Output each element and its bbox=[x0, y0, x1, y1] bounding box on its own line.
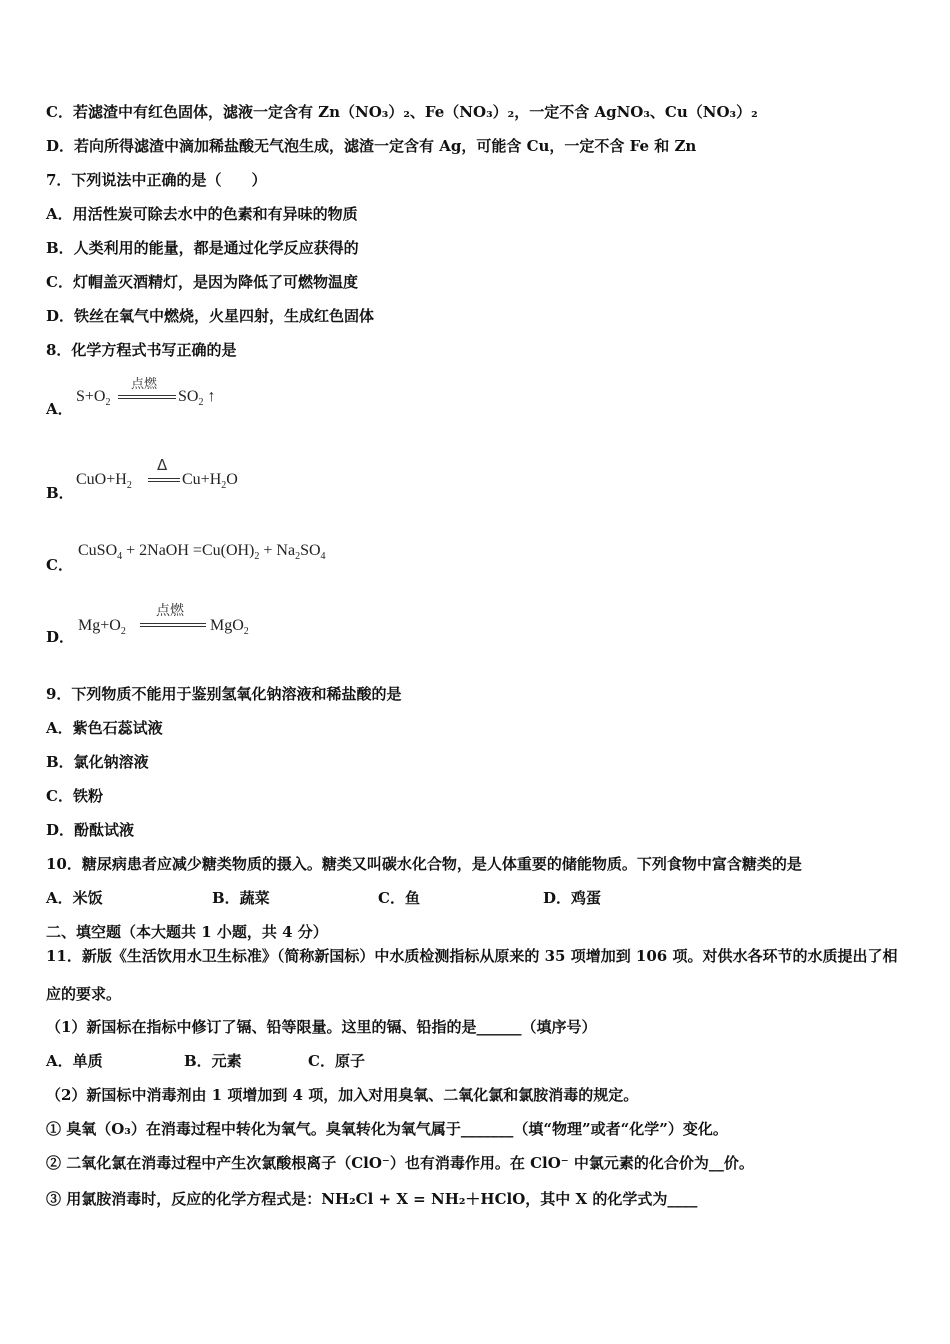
q8-condition-a: 点燃 bbox=[131, 377, 158, 392]
q11-stem: 11．新版《生活饮用水卫生标准》（简称新国标）中水质检测指标从原来的 35 项增加到 106 项。对供水各环节的水质提出了相应的要求。 bbox=[46, 947, 898, 1003]
q10-option-b: B．蔬菜 bbox=[212, 889, 270, 907]
q11-item-2: ② 二氧化氯在消毒过程中产生次氯酸根离子（ClO⁻）也有消毒作用。在 ClO⁻ 中氯元素的化合价为__价。 bbox=[46, 1154, 754, 1172]
q10-option-c: C．鱼 bbox=[378, 889, 420, 907]
q8-equation-d: $Mg+O_2$ bbox=[78, 617, 126, 638]
q7-option-c: C．灯帽盖灭酒精灯，是因为降低了可燃物温度 bbox=[46, 273, 358, 291]
q8-label-a: A． bbox=[46, 400, 73, 418]
q7-stem: 7．下列说法中正确的是（ ） bbox=[46, 171, 267, 189]
q8-label-c: C． bbox=[46, 556, 73, 574]
q7-option-d: D．铁丝在氧气中燃烧，火星四射，生成红色固体 bbox=[46, 307, 375, 325]
q6-option-d: D．若向所得滤渣中滴加稀盐酸无气泡生成，滤渣一定含有 Ag，可能含 Cu，一定不含 Fe 和 Zn bbox=[46, 137, 697, 155]
q9-stem: 9．下列物质不能用于鉴别氢氧化钠溶液和稀盐酸的是 bbox=[46, 685, 402, 703]
q10-option-d: D．鸡蛋 bbox=[543, 889, 602, 907]
q8-equation-a: $S+O_2$ bbox=[76, 388, 111, 409]
q8-condition-b: Δ bbox=[157, 456, 168, 474]
section-heading: 二、填空题（本大题共 1 小题，共 4 分） bbox=[46, 923, 328, 941]
q11-part1-option-c: C．原子 bbox=[308, 1052, 365, 1070]
q11-item-3: ③ 用氯胺消毒时，反应的化学方程式是：NH₂Cl + X = NH₂＋HClO，其中 X 的化学式为____ bbox=[46, 1190, 698, 1208]
q7-option-b: B．人类利用的能量，都是通过化学反应获得的 bbox=[46, 239, 359, 257]
q9-option-b: B．氯化钠溶液 bbox=[46, 753, 149, 771]
q11-item-1: ① 臭氧（O₃）在消毒过程中转化为氧气。臭氧转化为氧气属于_______（填“物理”或者“化学”）变化。 bbox=[46, 1120, 728, 1138]
q8-product-b: $Cu+H_2O$ bbox=[182, 471, 238, 492]
q8-stem: 8．化学方程式书写正确的是 bbox=[46, 341, 237, 359]
q8-arrow-b bbox=[148, 478, 180, 482]
q9-option-a: A．紫色石蕊试液 bbox=[46, 719, 163, 737]
q10-stem: 10．糖尿病患者应减少糖类物质的摄入。糖类又叫碳水化合物，是人体重要的储能物质。下列食物中富含糖类的是 bbox=[46, 855, 802, 873]
q11-part1-option-a: A．单质 bbox=[46, 1052, 103, 1070]
q8-equation-c: CuSO$_4$ + 2NaOH $=Cu(OH)_2 + Na_2SO_4$ bbox=[78, 542, 326, 563]
q8-label-b: B． bbox=[46, 484, 74, 502]
q8-equation-b: $CuO+H_2$ bbox=[76, 471, 132, 492]
q11-part1-option-b: B．元素 bbox=[184, 1052, 242, 1070]
q8-label-d: D． bbox=[46, 628, 75, 646]
q11-part1: （1）新国标在指标中修订了镉、铅等限量。这里的镉、铅指的是______（填序号） bbox=[46, 1018, 597, 1036]
q10-option-a: A．米饭 bbox=[46, 889, 103, 907]
q9-option-d: D．酚酞试液 bbox=[46, 821, 135, 839]
q8-condition-d: 点燃 bbox=[156, 603, 184, 619]
q8-arrow-d bbox=[140, 623, 206, 627]
q8-product-a: $SO_2$ ↑ bbox=[178, 388, 216, 409]
q8-arrow-a bbox=[118, 395, 176, 399]
q9-option-c: C．铁粉 bbox=[46, 787, 103, 805]
q8-product-d: MgO$_2$ bbox=[210, 617, 249, 638]
q11-part2: （2）新国标中消毒剂由 1 项增加到 4 项，加入对用臭氧、二氧化氯和氯胺消毒的规定。 bbox=[46, 1086, 639, 1104]
q6-option-c: C．若滤渣中有红色固体，滤液一定含有 Zn（NO₃）₂、Fe（NO₃）₂，一定不含 AgNO₃、Cu（NO₃）₂ bbox=[46, 103, 758, 121]
q7-option-a: A．用活性炭可除去水中的色素和有异味的物质 bbox=[46, 205, 358, 223]
